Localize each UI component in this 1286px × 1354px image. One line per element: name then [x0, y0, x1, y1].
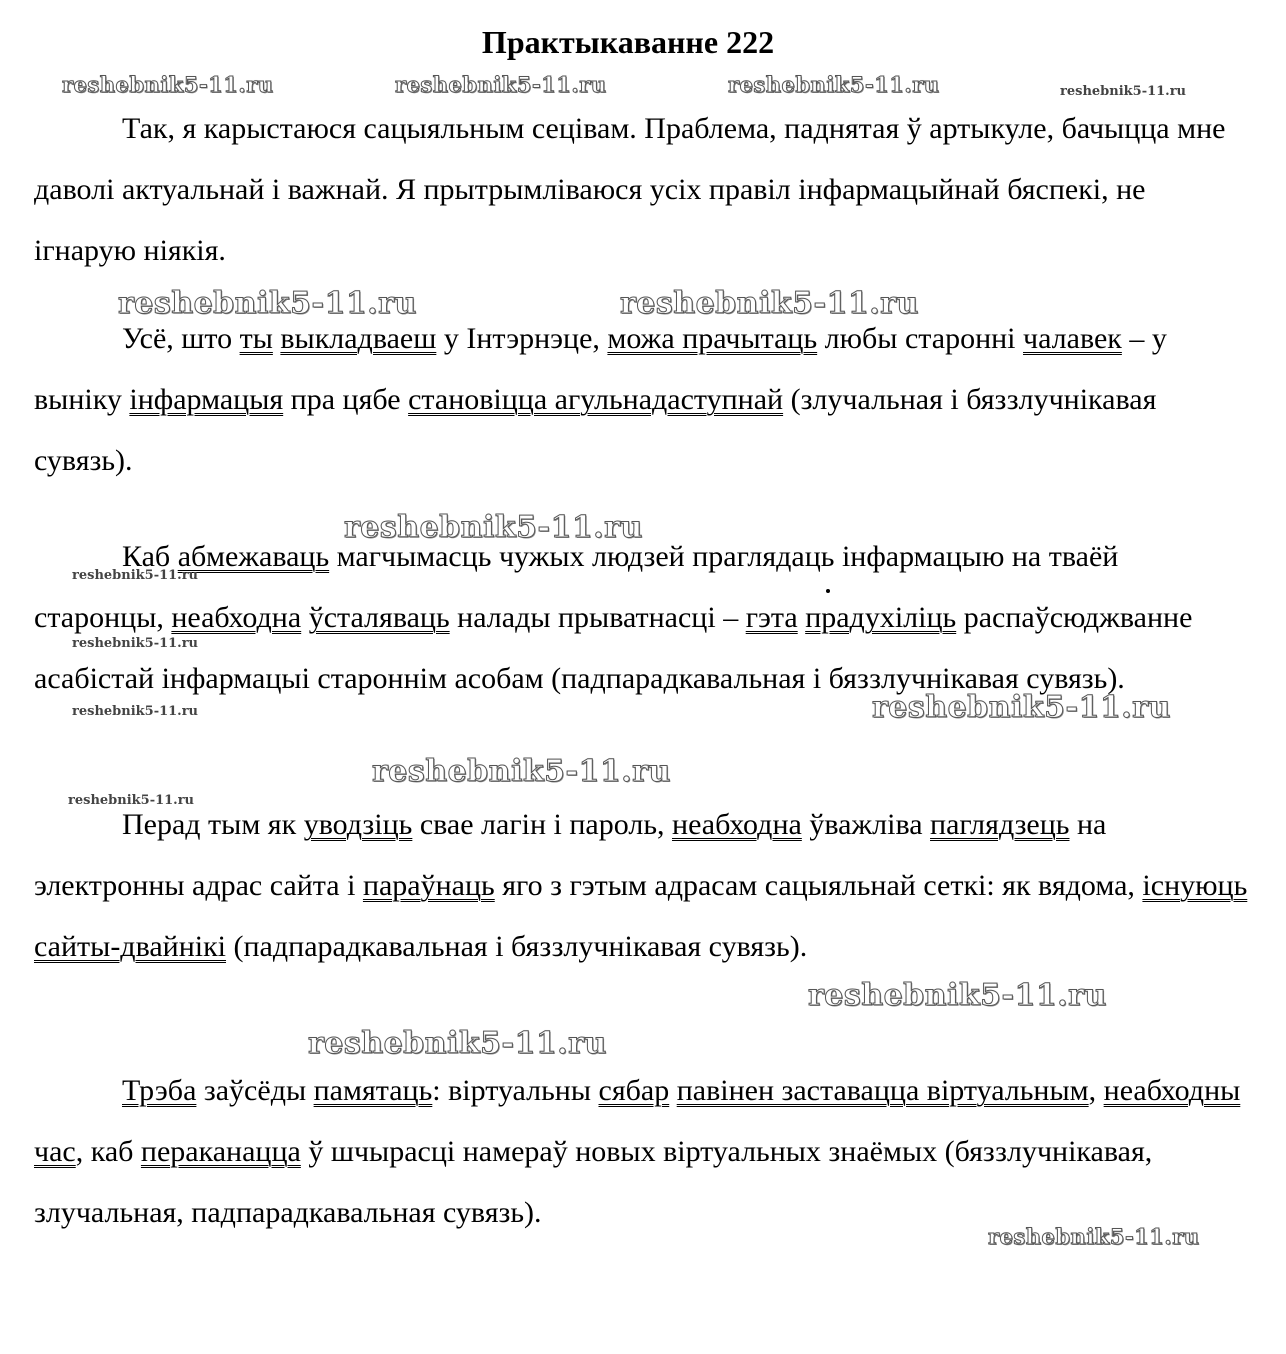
- underlined-word: неабходна: [672, 808, 802, 841]
- watermark: reshebnik5-11.ru: [72, 568, 199, 583]
- text-segment: у Інтэрнэце,: [436, 322, 608, 355]
- text-segment: заўсёды: [196, 1074, 314, 1107]
- watermark: reshebnik5-11.ru: [308, 1026, 607, 1061]
- watermark: reshebnik5-11.ru: [62, 72, 274, 97]
- underlined-word: становіцца агульнадаступнай: [408, 383, 784, 416]
- underlined-word: неабходны: [1103, 1074, 1241, 1107]
- text-segment: Усё, што: [122, 322, 240, 355]
- underlined-word: прадухіліць: [805, 601, 957, 634]
- text-segment: (злучальная і бяззлучнікавая сувязь).: [34, 383, 1157, 477]
- underlined-word: ты: [239, 322, 273, 355]
- text-segment: магчымасць чужых людзей праглядаць інфармацыю на тваёй старонцы,: [34, 540, 1119, 634]
- watermark: reshebnik5-11.ru: [72, 704, 199, 719]
- text-segment: свае лагін і пароль,: [412, 808, 673, 841]
- text-segment: распаўсюджванне асабістай інфармацыі староннім асобам (падпарадкавальная і бяззлучнікавая сувязь).: [34, 601, 1193, 695]
- text-segment: пра цябе: [283, 383, 409, 416]
- text-segment: [301, 601, 309, 634]
- watermark: reshebnik5-11.ru: [872, 690, 1171, 725]
- underlined-word: існуюць: [1142, 869, 1248, 902]
- underlined-word: чалавек: [1023, 322, 1122, 355]
- paragraph-3: [34, 526, 1254, 709]
- underlined-word: час: [34, 1135, 76, 1168]
- text-segment: любы староннi: [817, 322, 1024, 355]
- watermark: reshebnik5-11.ru: [808, 978, 1107, 1013]
- text-segment: Каб: [122, 540, 178, 573]
- underlined-word: сябар: [598, 1074, 670, 1107]
- watermark: reshebnik5-11.ru: [68, 793, 195, 808]
- text-segment: : віртуальны: [432, 1074, 599, 1107]
- paragraph-4: [34, 794, 1254, 977]
- text-segment: налады прыватнасці –: [449, 601, 746, 634]
- watermark: reshebnik5-11.ru: [620, 286, 919, 321]
- underlined-word: параўнаць: [362, 869, 495, 902]
- stray-dot: [826, 589, 830, 593]
- watermark: reshebnik5-11.ru: [728, 72, 940, 97]
- underlined-word: неабходна: [171, 601, 302, 634]
- underlined-word: уводзіць: [303, 808, 413, 841]
- text-segment: Перад тым як: [122, 808, 304, 841]
- underlined-word: інфармацыя: [129, 383, 284, 416]
- page-title: Практыкаванне 222: [481, 24, 775, 60]
- text-segment: яго з гэтым адрасам сацыяльнай сеткі: як вядома,: [494, 869, 1143, 902]
- text-segment: [669, 1074, 677, 1107]
- underlined-word: выкладваеш: [280, 322, 437, 355]
- text-segment: на электронны адрас сайта і: [34, 808, 1107, 902]
- paragraph-1-text: Так, я карыстаюся сацыяльным сецівам. Праблема, паднятая ў артыкуле, бачыцца мне даволі актуальнай і важнай. Я прытрымліваюся усіх правіл інфармацыйнай бяспекі, не ігнарую ніякія.: [34, 112, 1226, 267]
- watermark: reshebnik5-11.ru: [372, 754, 671, 789]
- watermark: reshebnik5-11.ru: [988, 1224, 1200, 1249]
- paragraph-1: [34, 98, 1254, 281]
- watermark: reshebnik5-11.ru: [72, 636, 199, 651]
- underlined-word: абмежаваць: [177, 540, 330, 573]
- text-segment: (падпарадкавальная і бяззлучнікавая сувязь).: [226, 930, 808, 963]
- underlined-word: пераканацца: [140, 1135, 301, 1168]
- paragraph-5: [34, 1060, 1254, 1243]
- paragraph-2: [34, 308, 1254, 491]
- underlined-word: можа прачытаць: [607, 322, 818, 355]
- underlined-word: ўсталяваць: [308, 601, 450, 634]
- text-segment: ў шчырасці намераў новых віртуальных знаёмых (бяззлучнікавая, злучальная, падпарадкавальная сувязь).: [34, 1135, 1153, 1229]
- underlined-word: паглядзець: [930, 808, 1070, 841]
- watermark: reshebnik5-11.ru: [395, 72, 607, 97]
- underlined-word: гэта: [745, 601, 798, 634]
- underlined-word: Трэба: [122, 1074, 197, 1107]
- watermark: reshebnik5-11.ru: [344, 510, 643, 545]
- underlined-word: павінен заставацца віртуальным: [676, 1074, 1089, 1107]
- text-segment: – у выніку: [34, 322, 1167, 416]
- text-segment: , каб: [75, 1135, 141, 1168]
- underlined-word: сайты-двайнікі: [34, 930, 227, 963]
- underlined-word: памятаць: [313, 1074, 433, 1107]
- watermark: reshebnik5-11.ru: [118, 286, 417, 321]
- text-segment: ўважліва: [801, 808, 931, 841]
- watermark: reshebnik5-11.ru: [1060, 84, 1187, 99]
- text-segment: ,: [1088, 1074, 1104, 1107]
